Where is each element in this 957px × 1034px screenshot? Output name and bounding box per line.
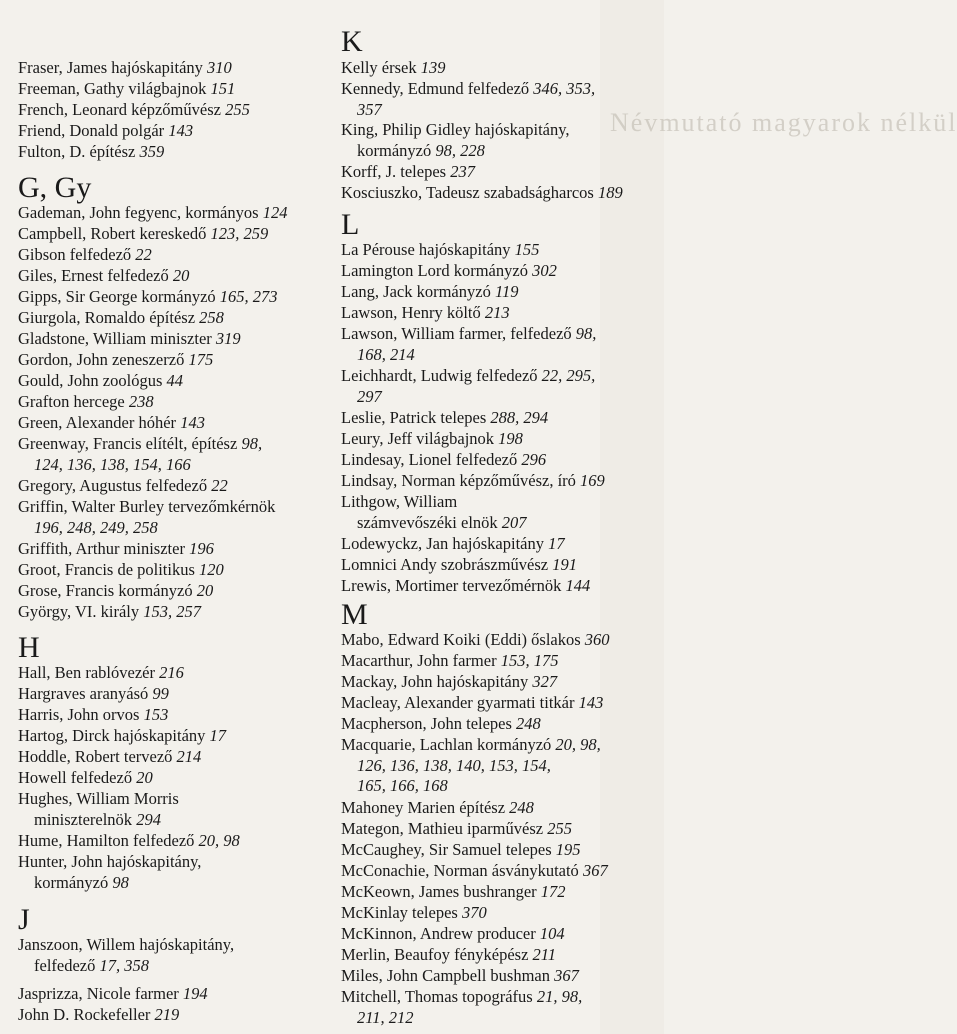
index-entry [18, 371, 183, 392]
entry-pages: 191 [552, 555, 577, 574]
entry-pages: 143 [168, 121, 194, 140]
entry-name: Gould, John zoológus [18, 371, 167, 390]
entry-continuation [18, 956, 234, 977]
entry-pages: 346, 353, [533, 79, 596, 98]
entry-name: Kennedy, Edmund felfedező [341, 79, 534, 98]
entry-name: Janszoon, Willem hajóskapitány, [18, 935, 235, 954]
continuation-pages: 207 [501, 512, 527, 532]
entry-name: Hunter, John hajóskapitány, [18, 852, 202, 871]
entry-name: Lawson, William farmer, felfedező [341, 324, 576, 343]
continuation-pages: 211, 212 [357, 1007, 414, 1027]
index-entry [18, 747, 201, 768]
index-entry [18, 476, 228, 497]
entry-pages: 98, [241, 434, 263, 453]
index-entry [341, 735, 601, 797]
index-entry [18, 100, 250, 121]
entry-name: Groot, Francis de politikus [18, 560, 200, 579]
index-entry [341, 903, 487, 924]
index-entry [18, 726, 226, 747]
index-entry [341, 450, 546, 471]
index-entry [18, 266, 189, 287]
entry-pages: 194 [182, 984, 208, 1003]
entry-pages: 296 [521, 450, 547, 469]
entry-pages: 319 [215, 329, 241, 348]
continuation-pages: 297 [357, 386, 382, 406]
entry-pages: 139 [420, 58, 446, 77]
entry-pages: 255 [547, 819, 572, 838]
entry-pages: 143 [180, 413, 205, 432]
entry-pages: 367 [582, 861, 608, 880]
index-section-letter: K [341, 25, 363, 58]
entry-name: Giles, Ernest felfedező [18, 266, 173, 285]
continuation-pages: 357 [357, 99, 382, 119]
entry-pages: 143 [578, 693, 604, 712]
index-entry [18, 789, 179, 830]
index-entry [341, 282, 518, 303]
continuation-pages: 98 [112, 872, 129, 892]
continuation-pages: 17, 358 [99, 955, 149, 975]
continuation-text: kormányzó [357, 140, 436, 160]
entry-name: McConachie, Norman ásványkutató [341, 861, 583, 880]
entry-pages: 155 [514, 240, 540, 259]
index-entry [18, 581, 213, 602]
entry-name: Leury, Jeff világbajnok [341, 429, 499, 448]
entry-name: McKeown, James bushranger [341, 882, 541, 901]
entry-name: Kosciuszko, Tadeusz szabadságharcos [341, 183, 598, 202]
entry-pages: 198 [498, 429, 523, 448]
index-entry [18, 497, 275, 538]
entry-name: Griffin, Walter Burley tervezőmkérnök [18, 497, 276, 516]
entry-continuation-2: 165, 166, 168 [357, 776, 448, 795]
entry-pages: 258 [199, 308, 224, 327]
entry-name: Hoddle, Robert tervező [18, 747, 177, 766]
entry-name: McCaughey, Sir Samuel telepes [341, 840, 556, 859]
index-entry [18, 392, 154, 413]
entry-pages: 20 [136, 768, 153, 787]
index-entry [18, 831, 240, 852]
entry-name: Hartog, Dirck hajóskapitány [18, 726, 210, 745]
index-entry [341, 120, 570, 161]
entry-pages: 370 [461, 903, 487, 922]
entry-name: Lomnici Andy szobrászművész [341, 555, 553, 574]
entry-name: Lindesay, Lionel felfedező [341, 450, 522, 469]
index-section-letter: H [18, 631, 40, 664]
entry-name: Fraser, James hajóskapitány [18, 58, 208, 77]
index-entry [341, 924, 565, 945]
entry-name: Gladstone, William miniszter [18, 329, 216, 348]
entry-pages: 359 [139, 142, 165, 161]
entry-continuation [341, 1008, 582, 1029]
entry-pages: 213 [484, 303, 510, 322]
entry-name: McKinlay telepes [341, 903, 462, 922]
index-entry [341, 240, 539, 261]
index-entry [18, 142, 164, 163]
entry-name: Gordon, John zeneszerző [18, 350, 189, 369]
index-entry [341, 471, 605, 492]
entry-pages: 211 [532, 945, 557, 964]
index-entry [18, 935, 234, 976]
index-entry [18, 287, 278, 308]
entry-pages: 216 [159, 663, 184, 682]
continuation-pages: 98, 228 [435, 140, 485, 160]
entry-pages: 237 [450, 162, 475, 181]
entry-pages: 248 [509, 798, 534, 817]
entry-continuation [341, 100, 595, 121]
entry-name: Macarthur, John farmer [341, 651, 501, 670]
entry-pages: 98, [575, 324, 597, 343]
entry-pages: 119 [494, 282, 519, 301]
entry-name: Grafton hercege [18, 392, 129, 411]
entry-pages: 310 [207, 58, 232, 77]
index-entry [18, 663, 184, 684]
entry-name: Korff, J. telepes [341, 162, 451, 181]
entry-name: Campbell, Robert kereskedő [18, 224, 211, 243]
entry-name: Friend, Donald polgár [18, 121, 169, 140]
entry-pages: 219 [154, 1005, 180, 1024]
index-entry [341, 366, 595, 407]
entry-name: Lawson, Henry költő [341, 303, 485, 322]
entry-name: La Pérouse hajóskapitány [341, 240, 515, 259]
index-entry [341, 798, 534, 819]
entry-pages: 20, 98 [198, 831, 240, 850]
entry-pages: 169 [580, 471, 605, 490]
index-entry [18, 705, 168, 726]
index-entry [341, 693, 603, 714]
entry-pages: 288, 294 [490, 408, 549, 427]
continuation-pages: 126, 136, 138, 140, 153, 154, [357, 755, 551, 775]
entry-name: King, Philip Gidley hajóskapitány, [341, 120, 570, 139]
entry-pages: 327 [532, 672, 558, 691]
index-section-letter: J [18, 903, 30, 936]
index-entry [341, 429, 523, 450]
entry-name: Harris, John orvos [18, 705, 144, 724]
index-entry [341, 492, 527, 533]
index-section-letter: G, Gy [18, 171, 92, 204]
entry-name: Lamington Lord kormányzó [341, 261, 533, 280]
entry-name: Jasprizza, Nicole farmer [18, 984, 183, 1003]
index-section-letter: M [341, 598, 368, 631]
entry-pages: 17 [548, 534, 565, 553]
index-entry [18, 984, 208, 1005]
entry-name: Mategon, Mathieu iparművész [341, 819, 548, 838]
entry-pages: 20, 98, [555, 735, 601, 754]
index-entry [18, 413, 205, 434]
index-section-letter: L [341, 208, 360, 241]
entry-continuation [341, 345, 596, 366]
index-entry [18, 245, 152, 266]
entry-pages: 153, 175 [500, 651, 559, 670]
index-entry [341, 819, 572, 840]
entry-name: Kelly érsek [341, 58, 421, 77]
entry-name: Lindsay, Norman képzőművész, író [341, 471, 581, 490]
entry-continuation [341, 756, 601, 777]
entry-name: Mahoney Marien építész [341, 798, 510, 817]
index-entry [341, 672, 557, 693]
entry-pages: 144 [565, 576, 591, 595]
entry-pages: 367 [554, 966, 579, 985]
entry-name: Leslie, Patrick telepes [341, 408, 491, 427]
index-entry [341, 261, 557, 282]
entry-name: Macleay, Alexander gyarmati titkár [341, 693, 579, 712]
index-entry [341, 861, 608, 882]
index-entry [18, 308, 224, 329]
entry-pages: 360 [584, 630, 610, 649]
entry-name: Mackay, John hajóskapitány [341, 672, 533, 691]
entry-pages: 44 [166, 371, 183, 390]
continuation-pages: 196, 248, 249, 258 [34, 517, 158, 537]
entry-continuation [18, 455, 262, 476]
entry-pages: 189 [597, 183, 623, 202]
index-entry [18, 58, 232, 79]
index-entry [341, 58, 445, 79]
index-entry [341, 324, 596, 365]
entry-pages: 124 [262, 203, 288, 222]
entry-continuation [18, 810, 179, 831]
entry-name: Green, Alexander hóhér [18, 413, 181, 432]
entry-name: Howell felfedező [18, 768, 137, 787]
index-entry [18, 684, 169, 705]
index-entry [18, 852, 201, 893]
entry-pages: 17 [209, 726, 227, 745]
continuation-text: kormányzó [34, 872, 113, 892]
index-entry [341, 79, 595, 120]
entry-pages: 175 [188, 350, 214, 369]
entry-pages: 22, 295, [541, 366, 596, 385]
entry-name: French, Leonard képzőművész [18, 100, 226, 119]
entry-pages: 151 [210, 79, 236, 98]
index-entry [18, 350, 213, 371]
entry-continuation [18, 873, 201, 894]
entry-pages: 21, 98, [536, 987, 583, 1006]
index-entry [341, 183, 623, 204]
index-entry [341, 534, 565, 555]
index-entry [341, 651, 558, 672]
entry-name: Mitchell, Thomas topográfus [341, 987, 537, 1006]
index-entry [18, 121, 193, 142]
entry-name: Freeman, Gathy világbajnok [18, 79, 211, 98]
entry-pages: 22 [135, 245, 152, 264]
entry-pages: 195 [555, 840, 581, 859]
continuation-text: számvevőszéki elnök [357, 512, 502, 532]
entry-pages: 255 [225, 100, 250, 119]
continuation-pages: 124, 136, 138, 154, 166 [34, 454, 191, 474]
index-entry [18, 602, 201, 623]
entry-pages: 20 [196, 581, 214, 600]
index-entry [341, 987, 582, 1028]
entry-name: Lang, Jack kormányzó [341, 282, 495, 301]
index-entry [18, 329, 241, 350]
entry-name: Miles, John Campbell bushman [341, 966, 555, 985]
entry-name: Grose, Francis kormányzó [18, 581, 197, 600]
continuation-pages: 168, 214 [357, 344, 415, 364]
entry-name: Hughes, William Morris [18, 789, 179, 808]
index-entry [341, 303, 510, 324]
index-entry [18, 539, 214, 560]
entry-name: Fulton, D. építész [18, 142, 140, 161]
index-entry [18, 768, 153, 789]
entry-pages: 248 [516, 714, 541, 733]
continuation-text: felfedező [34, 955, 100, 975]
entry-name: Macquarie, Lachlan kormányzó [341, 735, 556, 754]
index-entry [341, 576, 590, 597]
facing-page-bleed-text: Névmutató magyarok nélkül [610, 108, 957, 137]
entry-name: Hargraves aranyásó [18, 684, 153, 703]
entry-pages: 153, 257 [143, 602, 202, 621]
entry-name: John D. Rockefeller [18, 1005, 155, 1024]
entry-name: Greenway, Francis elítélt, építész [18, 434, 242, 453]
entry-name: Gipps, Sir George kormányzó [18, 287, 220, 306]
index-entry [18, 224, 268, 245]
entry-pages: 196 [189, 539, 214, 558]
entry-continuation [341, 141, 570, 162]
entry-name: Griffith, Arthur miniszter [18, 539, 190, 558]
entry-continuation [18, 518, 275, 539]
entry-continuation [341, 387, 595, 408]
index-entry [341, 966, 579, 987]
entry-name: György, VI. király [18, 602, 144, 621]
entry-name: Lodewyckz, Jan hajóskapitány [341, 534, 549, 553]
entry-name: Mabo, Edward Koiki (Eddi) őslakos [341, 630, 585, 649]
index-entry [341, 882, 566, 903]
entry-name: Gademan, John fegyenc, kormányos [18, 203, 263, 222]
entry-name: Giurgola, Romaldo építész [18, 308, 200, 327]
entry-name: Hume, Hamilton felfedező [18, 831, 199, 850]
index-entry [341, 840, 581, 861]
entry-pages: 104 [539, 924, 565, 943]
entry-pages: 22 [211, 476, 228, 495]
entry-pages: 238 [128, 392, 154, 411]
continuation-pages: 294 [136, 809, 161, 829]
index-entry [341, 630, 610, 651]
index-entry [18, 434, 262, 475]
index-entry [341, 162, 475, 183]
entry-continuation [341, 513, 527, 534]
index-entry [18, 203, 287, 224]
index-entry [18, 1005, 179, 1026]
continuation-text: miniszterelnök [34, 809, 137, 829]
entry-name: Gibson felfedező [18, 245, 136, 264]
index-entry [341, 555, 577, 576]
entry-pages: 214 [176, 747, 202, 766]
entry-name: Macpherson, John telepes [341, 714, 517, 733]
entry-name: Lithgow, William [341, 492, 458, 511]
index-entry [341, 408, 548, 429]
entry-pages: 99 [152, 684, 169, 703]
entry-name: Lrewis, Mortimer tervezőmérnök [341, 576, 566, 595]
index-entry [341, 945, 556, 966]
entry-name: Hall, Ben rablóvezér [18, 663, 160, 682]
entry-pages: 153 [143, 705, 169, 724]
entry-name: Leichhardt, Ludwig felfedező [341, 366, 542, 385]
index-entry [18, 79, 235, 100]
entry-pages: 172 [540, 882, 566, 901]
entry-pages: 120 [199, 560, 224, 579]
entry-name: Gregory, Augustus felfedező [18, 476, 212, 495]
entry-pages: 20 [172, 266, 190, 285]
entry-name: McKinnon, Andrew producer [341, 924, 540, 943]
index-entry [341, 714, 541, 735]
entry-pages: 302 [532, 261, 557, 280]
index-entry [18, 560, 224, 581]
entry-pages: 165, 273 [219, 287, 278, 306]
entry-name: Merlin, Beaufoy fényképész [341, 945, 533, 964]
entry-pages: 123, 259 [210, 224, 269, 243]
